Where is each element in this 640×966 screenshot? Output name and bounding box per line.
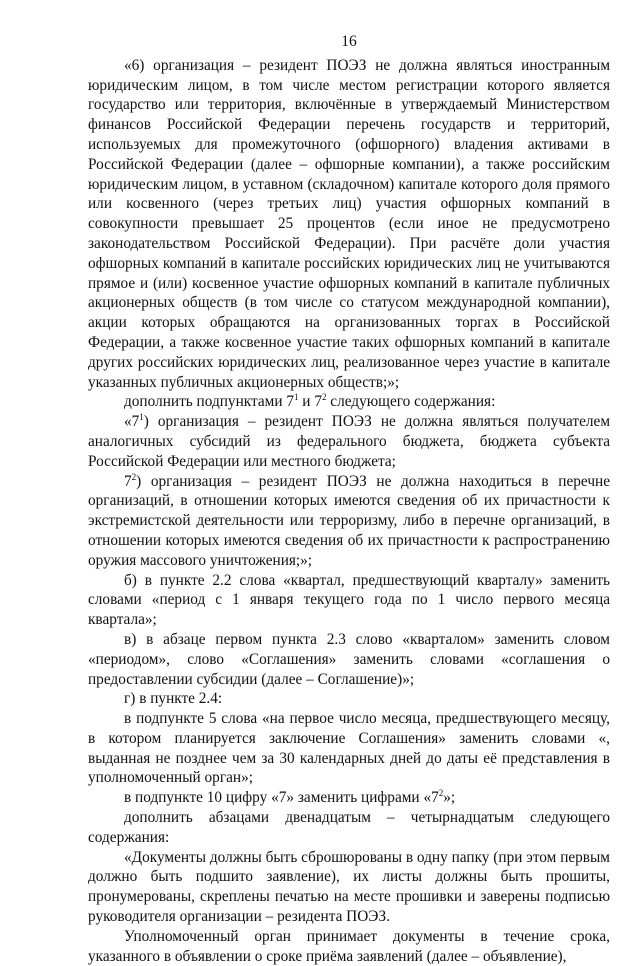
superscript: 2 xyxy=(131,471,137,482)
paragraph-add-abzacy: дополнить абзацами двенадцатым – четырнадцатым следующего содержания: xyxy=(88,809,610,846)
paragraph-item-7-1 xyxy=(88,412,610,471)
text-part: следующего содержания: xyxy=(326,393,496,411)
paragraph-item-6: «6) организация – резидент ПОЭЗ не должна являться иностранным юридическим лицом, в том числе местом регистрации которого является государство или территория, включённые в утверждаемый Министерством финансов Российской Федерации перечень государств и территорий, используемых для промежуточного (офшорного) владения активами в Российской Федерации (далее – офшорные компании), а также российским юридическим лицом, в уставном (складочном) капитале которого доля прямого или косвенного (через третьих лиц) участия офшорных компаний в совокупности превышает 25 процентов (если иное не предусмотрено законодательством Российской Федерации). При расчёте доли участия офшорных компаний в капитале российских юридических лиц не учитываются прямое и (или) косвенное участие офшорных компаний в капитале публичных акционерных обществ (в том числе со статусом международной компании), акции которых обращаются на организованных торгах в Российской Федерации, а также косвенное участие таких офшорных компаний в капитале других российских юридических лиц, реализованное через участие в капитале указанных публичных акционерных обществ;»; xyxy=(88,56,610,391)
superscript: 1 xyxy=(139,412,144,423)
text-part: дополнить подпунктами 7 xyxy=(124,393,294,411)
text-part: ) организация – резидент ПОЭЗ не должна являться получателем аналогичных субсидий из федерального бюджета, бюджета субъекта Российской Федерации или местного бюджета; xyxy=(88,413,610,470)
paragraph-item-7-2 xyxy=(88,472,610,571)
text-part: »; xyxy=(443,789,456,807)
superscript: 2 xyxy=(438,788,444,799)
superscript: 1 xyxy=(293,392,299,403)
paragraph-subitem-5: в подпункте 5 слова «на первое число месяца, предшествующего месяцу, в котором планируется заключение Соглашения» заменить словами «, выданная не позднее чем за 30 календарных дней до даты её представления в уполномоченный орган»; xyxy=(88,710,610,787)
text-part: и 7 xyxy=(298,393,322,411)
page-number: 16 xyxy=(341,33,357,50)
superscript: 2 xyxy=(321,392,327,403)
paragraph-b: б) в пункте 2.2 слова «квартал, предшествующий кварталу» заменить словами «период с 1 января текущего года по 1 число первого месяца квартала»; xyxy=(88,571,610,629)
paragraph-g: г) в пункте 2.4: xyxy=(124,690,223,708)
text-part: 7 xyxy=(124,472,132,490)
text-part: ) организация – резидент ПОЭЗ не должна находиться в перечне организаций, в отношении которых имеются сведения об их причастности к экстремистской деятельности или терроризму, либо в перечне организаций, в отношении которых имеются сведения об их причастности к распространению оружия массового уничтожения;»; xyxy=(88,472,610,569)
paragraph-add-subitems xyxy=(88,392,610,412)
text-part: в подпункте 10 цифру «7» заменить цифрами «7 xyxy=(124,789,439,807)
paragraph-authorized-body: Уполномоченный орган принимает документы в течение срока, указанного в объявлении о сроке приёма заявлений (далее – объявление), xyxy=(88,927,610,965)
paragraph-documents: «Документы должны быть сброшюрованы в одну папку (при этом первым должно быть подшито заявление), их листы должны быть прошиты, пронумерованы, скреплены печатью на месте прошивки и заверены подписью руководителя организации – резидента ПОЭЗ. xyxy=(88,848,610,926)
paragraph-subitem-10 xyxy=(88,788,610,808)
paragraph-v: в) в абзаце первом пункта 2.3 слово «кварталом» заменить словом «периодом», слово «Соглашения» заменить словами «соглашения о предоставлении субсидии (далее – Соглашение)»; xyxy=(88,630,610,688)
text-part: «7 xyxy=(124,413,140,431)
